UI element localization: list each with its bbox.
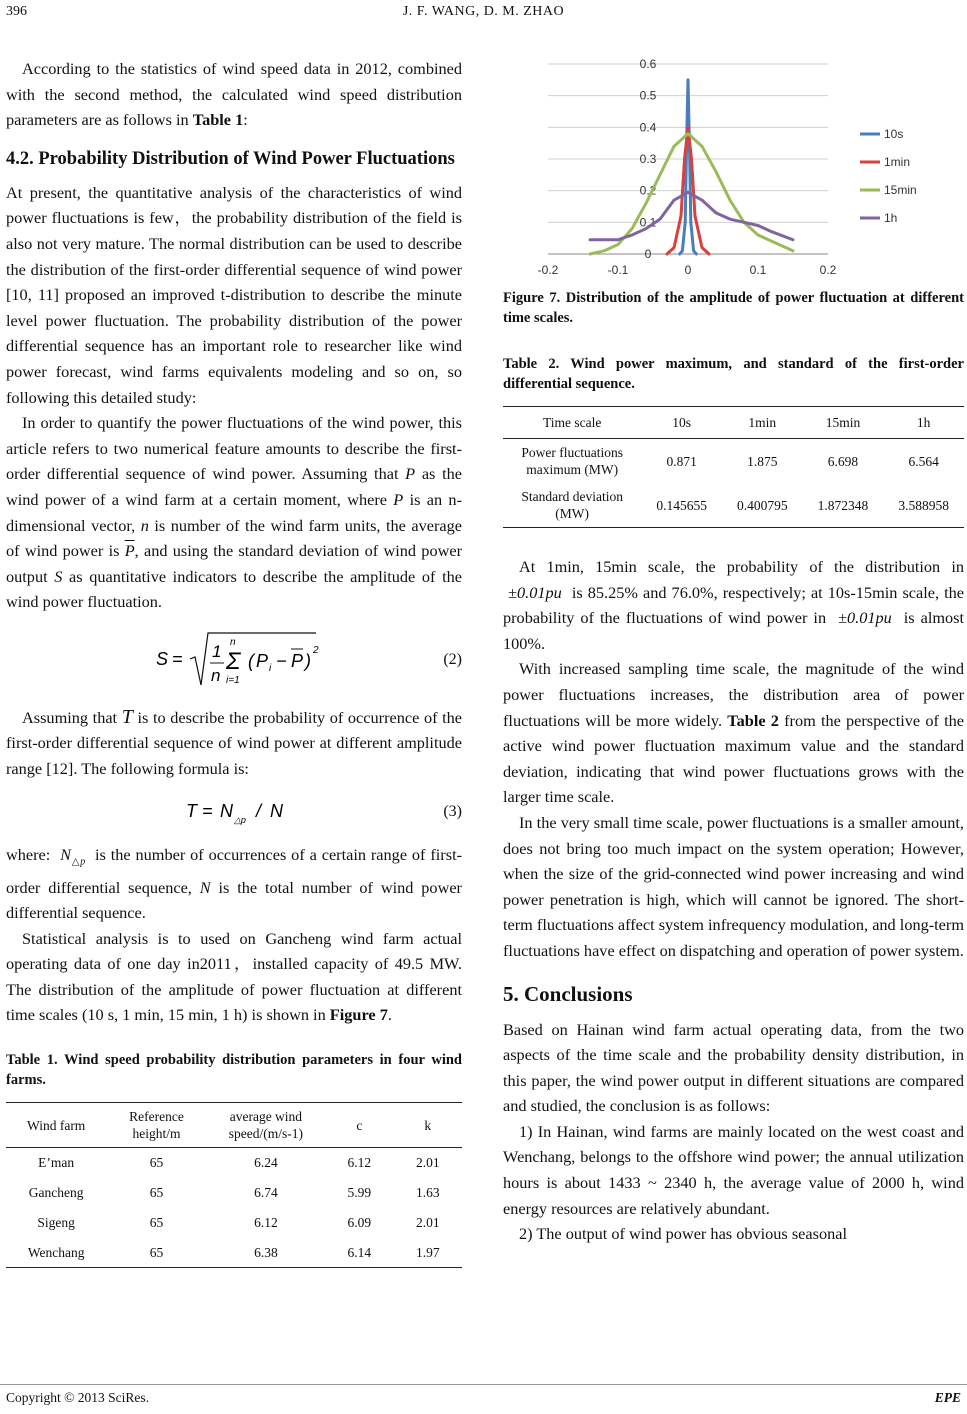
- paragraph-conclusion-2: 2) The output of wind power has obvious seasonal: [519, 1224, 847, 1244]
- table-cell: Wenchang: [27, 1244, 85, 1260]
- figure-7-caption: Figure 7. Distribution of the amplitude of power fluctuation at different time scales.: [503, 290, 964, 326]
- figure-7-plot: [503, 50, 964, 282]
- table-cell: 6.698: [827, 453, 859, 469]
- table-cell: 6.12: [254, 1215, 278, 1231]
- footer-divider: [0, 1384, 967, 1385]
- table-cell: Gancheng: [28, 1185, 84, 1201]
- legend-label: 10s: [884, 127, 904, 141]
- y-tick-label: 0.5: [639, 88, 657, 103]
- table-cell: E’man: [38, 1155, 75, 1171]
- table-cell: 6.09: [347, 1215, 372, 1231]
- svg-text:n: n: [211, 665, 221, 685]
- svg-text:T: T: [186, 800, 197, 821]
- equation-2-number: (2): [443, 650, 462, 668]
- table-1-caption: Table 1. Wind speed probability distribution parameters in four wind farms.: [6, 1052, 462, 1089]
- y-tick-label: 0.3: [639, 152, 657, 166]
- table-cell: 6.12: [347, 1155, 372, 1171]
- svg-text:N: N: [220, 800, 233, 821]
- table-cell: 1.875: [747, 453, 778, 469]
- paragraph-intro: According to the statistics of wind speed data in 2012, combined with the second method, the calculated wind speed distribution parameters are as follows in Table 1:: [6, 59, 462, 130]
- copyright: Copyright © 2013 SciRes.: [6, 1390, 150, 1405]
- paragraph-statistical: Statistical analysis is to used on Gancheng wind farm actual operating data of one day in2011，installed capacity of 49.5 MW. The distribution of the amplitude of power fluctuation at different time scales (10 s, 1 min, 15 min, 1 h) is shown in Figure 7.: [6, 928, 462, 1025]
- svg-text:−: −: [276, 650, 287, 671]
- legend-label: 15min: [884, 183, 917, 197]
- paragraph-present: At present, the quantitative analysis of the characteristics of wind power fluctuations is few，the probability distribution of the field is also not very mature. The normal distribution can be used to describe the distribution of the first-order differential sequence of wind power [10, 11] proposed an improved t-distribution to describe the minute level power fluctuation. The probability distribution of the power differential sequence has an important role to researcher like wind power forecast, wind farms equivalents modeling and so on, so following this detailed study:: [6, 182, 462, 407]
- svg-text:): ): [305, 650, 311, 671]
- table-cell: 6.24: [254, 1155, 278, 1171]
- svg-text:=: =: [202, 800, 213, 821]
- table-2-header: 1min: [748, 415, 777, 430]
- left-column: [6, 56, 462, 1268]
- paragraph-small-scale: In the very small time scale, power fluctuations is a smaller amount, does not bring too much impact on the system operation; However, when the size of the grid-connected wind power increasing and wind power penetration is high, which will cannot be ignored. The short-term fluctuations affect system infrequency modulation, and long-term fluctuations have effect on dispatching and operation of power system.: [503, 812, 964, 960]
- table-row: [503, 439, 964, 484]
- legend-label: 1h: [884, 211, 898, 225]
- right-column: [503, 50, 964, 1247]
- range-pu-2: ±0.01pu: [838, 608, 892, 628]
- table-cell: 3.588958: [898, 497, 949, 513]
- journal-name: EPE: [934, 1390, 961, 1405]
- svg-text:N: N: [270, 800, 283, 821]
- paragraph-quantify: In order to quantify the power fluctuations of the wind power, this article refers to two numerical feature amounts to describe the first-order differential sequence of wind power. Assuming that P as the wind power of a wind farm at a certain moment, where P is an n-dimensional vector, n is number of the wind farm units, the average of wind power is $\overline{P}$, and using the standard deviation of wind power output S as quantitative indicators to describe the amplitude of the wind power fluctuation.: [6, 413, 463, 612]
- paragraph-sampling: With increased sampling time scale, the magnitude of the wind power fluctuations increases, the distribution area of power fluctuations will be more widely. Table 2 from the perspective of the active wind power fluctuation maximum value and the standard deviation, indicating that wind power fluctuations grows with the larger time scale.: [503, 659, 964, 807]
- table-cell: 6.14: [347, 1244, 372, 1260]
- paragraph-at-1min: At 1min, 15min scale, the probability of the distribution in ±0.01pu is 85.25% and 76.0%, respectively; at 10s-15min scale, the probability of the fluctuations of wind power in ±0.01pu is almost 100%.: [503, 557, 965, 653]
- table-row: [6, 1238, 462, 1268]
- paragraph-where: where: $N_{\triangle p}$ is the number of occurrences of a certain range of first-order differential sequence, N is the total number of wind power differential sequence.: [6, 844, 463, 923]
- table-1-header: Reference height/m: [129, 1109, 184, 1142]
- table-cell: 1.63: [415, 1185, 440, 1201]
- table-cell: 6.38: [254, 1244, 278, 1260]
- table-row: [6, 1178, 462, 1208]
- table-1-header: k: [424, 1117, 432, 1133]
- svg-text:△p: △p: [234, 814, 246, 825]
- equation-3-number: (3): [443, 802, 462, 820]
- table-2-caption: Table 2. Wind power maximum, and standard of the first-order differential sequence.: [503, 356, 964, 392]
- x-tick-label: 0.2: [819, 263, 837, 277]
- table-cell: 6.74: [254, 1185, 278, 1201]
- svg-text:2: 2: [313, 644, 319, 656]
- y-tick-label: 0: [644, 247, 652, 261]
- svg-text:Σ: Σ: [226, 647, 241, 675]
- y-tick-label: 0.4: [639, 120, 657, 135]
- equation-3: [6, 792, 462, 832]
- x-tick-label: -0.1: [607, 263, 629, 277]
- legend-label: 1min: [884, 155, 911, 169]
- svg-text:i: i: [269, 662, 272, 674]
- page-number: 396: [6, 4, 27, 19]
- conclusions-heading: 5. Conclusions: [503, 981, 633, 1006]
- table-cell: Sigeng: [37, 1215, 75, 1231]
- table-2-ref[interactable]: Table 2: [727, 710, 779, 730]
- table-cell: 0.400795: [736, 497, 788, 513]
- x-tick-label: 0.1: [749, 263, 767, 277]
- table-cell: 65: [149, 1185, 164, 1201]
- svg-text:P: P: [256, 650, 269, 671]
- table-cell: 65: [149, 1155, 164, 1171]
- table-2-header: Time scale: [542, 415, 602, 430]
- table-cell: Standard deviation (MW): [521, 489, 623, 521]
- equation-2: [6, 625, 462, 695]
- table-2-header: 10s: [672, 415, 692, 430]
- table-cell: Power fluctuations maximum (MW): [521, 445, 623, 477]
- table-cell: 6.564: [908, 453, 939, 469]
- paragraph-assuming: Assuming that T is to describe the probability of occurrence of the first-order differential sequence of wind power at different amplitude range [12]. The following formula is:: [6, 705, 463, 779]
- table-1-ref[interactable]: Table 1: [192, 110, 244, 130]
- table-2: [503, 406, 964, 528]
- table-cell: 2.01: [415, 1215, 440, 1231]
- section-heading-4-2: 4.2. Probability Distribution of Wind Power Fluctuations: [6, 148, 455, 169]
- svg-text:i=1: i=1: [226, 674, 240, 686]
- y-tick-label: 0.2: [639, 183, 657, 198]
- table-cell: 0.871: [666, 453, 697, 469]
- x-tick-label: 0: [684, 263, 692, 277]
- table-1-header: Wind farm: [27, 1117, 86, 1133]
- table-cell: 0.145655: [656, 497, 707, 513]
- table-1: [6, 1102, 462, 1268]
- svg-text:1: 1: [212, 641, 222, 661]
- svg-text:S: S: [156, 648, 169, 669]
- table-2-header: 1h: [916, 415, 931, 430]
- table-2-header-row: [503, 407, 964, 439]
- table-row: [6, 1208, 462, 1238]
- y-tick-label: 0.6: [639, 57, 657, 71]
- series-line-10s: [680, 80, 697, 254]
- table-cell: 65: [149, 1215, 164, 1231]
- svg-text:=: =: [172, 648, 183, 669]
- table-cell: 65: [149, 1244, 164, 1260]
- table-cell: 2.01: [415, 1155, 440, 1171]
- table-1-header: c: [356, 1117, 363, 1133]
- y-tick-label: 0.1: [639, 215, 657, 230]
- table-cell: 1.872348: [817, 497, 869, 513]
- table-row: [6, 1148, 462, 1178]
- running-title: J. F. WANG, D. M. ZHAO: [402, 4, 565, 19]
- svg-text:P: P: [291, 650, 304, 671]
- paragraph-conclusion-1: 1) In Hainan, wind farms are mainly located on the west coast and Wenchang, belongs to the offshore wind power; the annual utilization hours is about 1433 ~ 2340 h, the average value of 2000 h, wind energy resources are relatively abundant.: [503, 1121, 964, 1218]
- figure-7-chart: [503, 50, 964, 282]
- range-pu: ±0.01pu: [508, 582, 562, 602]
- table-cell: 5.99: [347, 1185, 372, 1201]
- svg-text:n: n: [230, 636, 236, 648]
- table-2-header: 15min: [825, 415, 861, 430]
- paragraph-based-on: Based on Hainan wind farm actual operating data, from the two aspects of the time scale and the probability density distribution, in this paper, the wind power output in different situations are compared and studied, the conclusion is as follows:: [503, 1019, 964, 1116]
- table-row: [503, 483, 964, 528]
- table-cell: 1.97: [415, 1244, 440, 1260]
- x-tick-label: -0.2: [537, 263, 559, 277]
- figure-7-ref[interactable]: Figure 7: [329, 1005, 388, 1025]
- table-1-header-row: [6, 1103, 462, 1148]
- table-1-header: average wind speed/(m/s-1): [228, 1109, 304, 1142]
- svg-text:(: (: [248, 650, 254, 671]
- svg-text:/: /: [256, 800, 262, 821]
